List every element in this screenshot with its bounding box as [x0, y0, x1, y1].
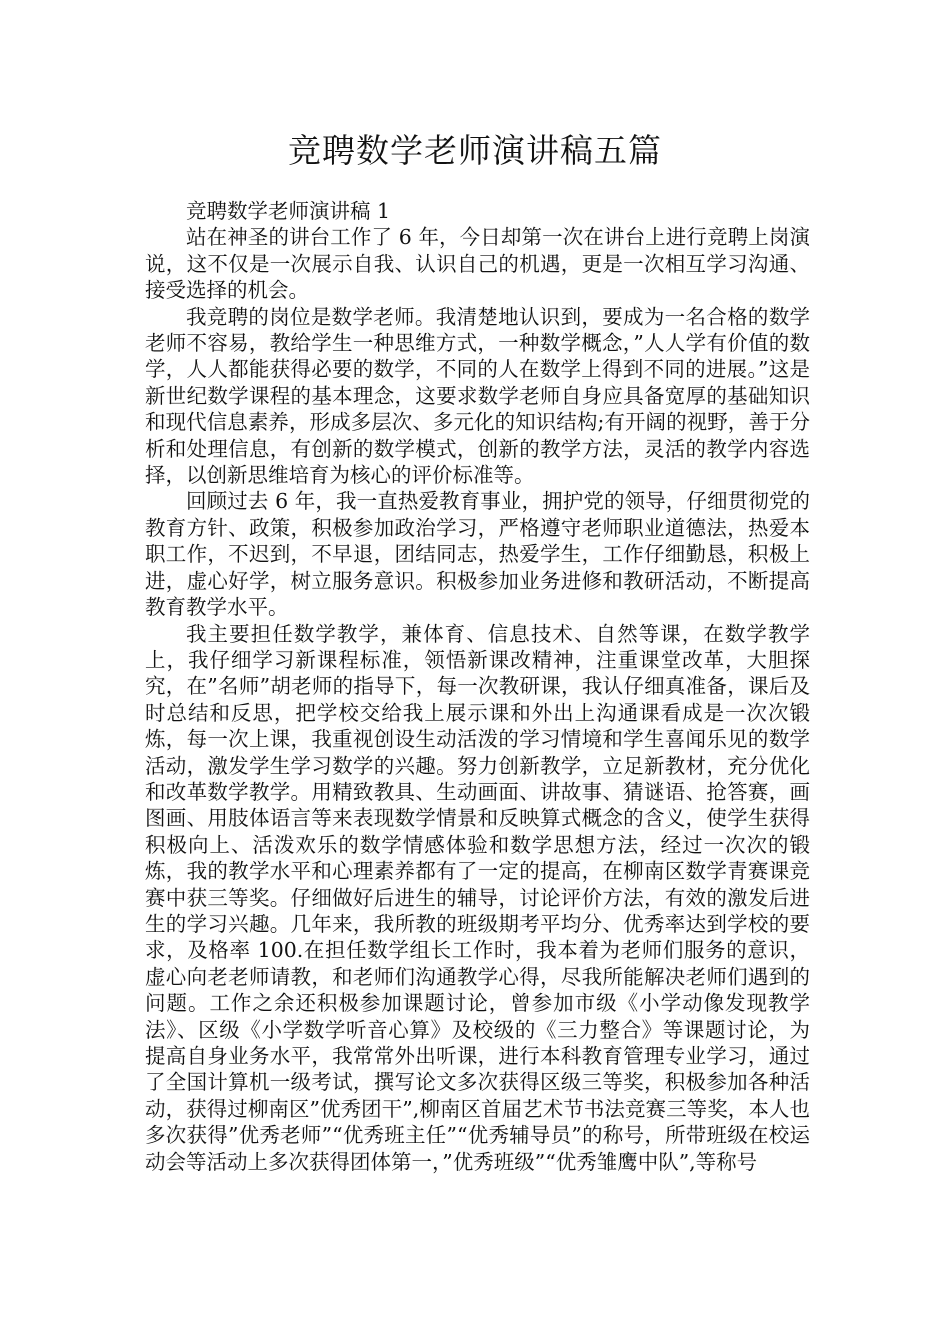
document-title: 竞聘数学老师演讲稿五篇	[288, 131, 662, 170]
paragraph-3: 回顾过去 6 年，我一直热爱教育事业，拥护党的领导，仔细贯彻党的教育方针、政策，积极参加政治学习，严格遵守老师职业道德法，热爱本职工作，不迟到，不早退，团结同志，热爱学生，工作仔细勤恳，积极上进，虚心好学，树立服务意识。积极参加业务进修和教研活动，不断提高教育教学水平。	[145, 489, 810, 620]
paragraph-1: 站在神圣的讲台工作了 6 年，今日却第一次在讲台上进行竞聘上岗演说，这不仅是一次展示自我、认识自己的机遇，更是一次相互学习沟通、接受选择的机会。	[145, 225, 810, 303]
section-subtitle: 竞聘数学老师演讲稿 1	[186, 199, 391, 223]
document-body	[145, 198, 810, 1175]
paragraph-4: 我主要担任数学教学，兼体育、信息技术、自然等课，在数学教学上，我仔细学习新课程标准，领悟新课改精神，注重课堂改革，大胆探究，在”名师”胡老师的指导下，每一次教研课，我认仔细真准备，课后及时总结和反思，把学校交给我上展示课和外出上沟通课看成是一次次锻炼，每一次上课，我重视创设生动活泼的学习情境和学生喜闻乐见的数学活动，激发学生学习数学的兴趣。努力创新教学，立足新教材，充分优化和改革数学教学。用精致教具、生动画面、讲故事、猜谜语、抢答赛，画图画、用肢体语言等来表现数学情景和反映算式概念的含义，使学生获得积极向上、活泼欢乐的数学情感体验和数学思想方法，经过一次次的锻炼，我的教学水平和心理素养都有了一定的提高，在柳南区数学青赛课竞赛中获三等奖。仔细做好后进生的辅导，讨论评价方法，有效的激发后进生的学习兴趣。几年来，我所教的班级期考平均分、优秀率达到学校的要求，及格率 100.在担任数学组长工作时，我本着为老师们服务的意识，虚心向老老师请教，和老师们沟通教学心得，尽我所能解决老师们遇到的问题。工作之余还积极参加课题讨论，曾参加市级《小学动像发现教学法》、区级《小学数学听音心算》及校级的《三力整合》等课题讨论，为提高自身业务水平，我常常外出听课，进行本科教育管理专业学习，通过了全国计算机一级考试，撰写论文多次获得区级三等奖，积极参加各种活动，获得过柳南区”优秀团干”,柳南区首届艺术节书法竞赛三等奖，本人也多次获得”优秀老师”“优秀班主任”“优秀辅导员”的称号，所带班级在校运动会等活动上多次获得团体第一，”优秀班级”“优秀雏鹰中队”,等称号	[145, 621, 810, 1174]
paragraph-2: 我竞聘的岗位是数学老师。我清楚地认识到，要成为一名合格的数学老师不容易，教给学生一种思维方式，一种数学概念，”人人学有价值的数学，人人都能获得必要的数学，不同的人在数学上得到不同的进展。”这是新世纪数学课程的基本理念，这要求数学老师自身应具备宽厚的基础知识和现代信息素养，形成多层次、多元化的知识结构;有开阔的视野，善于分析和处理信息，有创新的数学模式，创新的教学方法，灵活的教学内容选择，以创新思维培育为核心的评价标准等。	[145, 304, 810, 488]
